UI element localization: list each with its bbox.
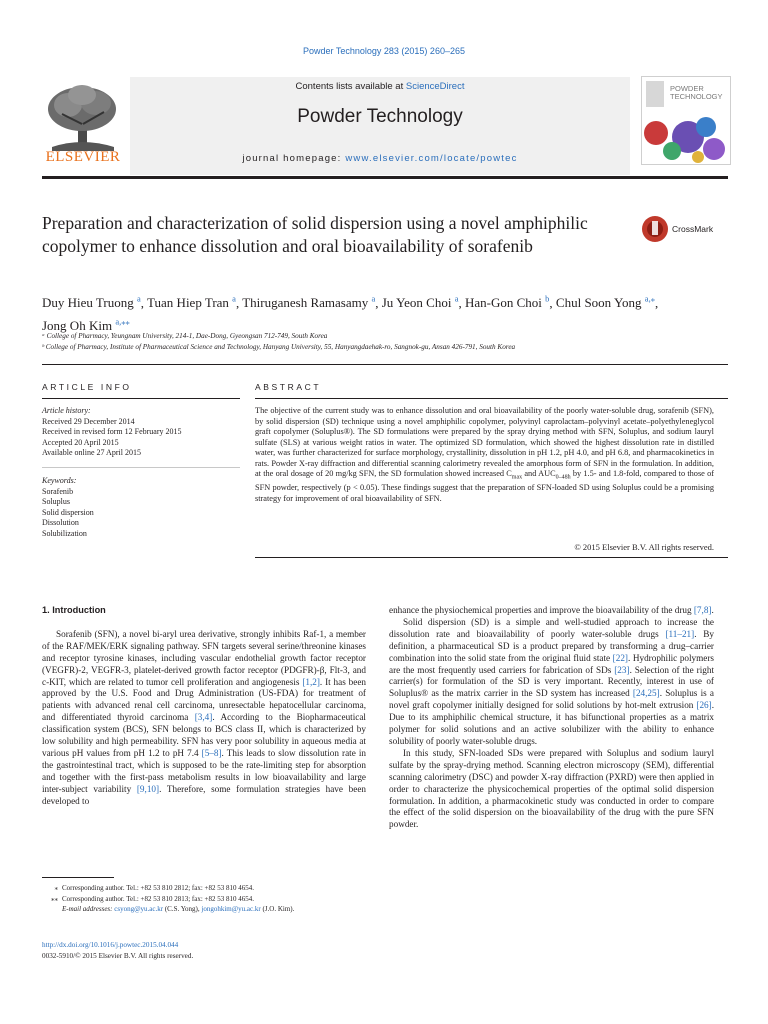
history-item: Received in revised form 12 February 2015 [42, 427, 182, 436]
paragraph: enhance the physiochemical properties and improve the bioavailability of the drug [7,8]. [389, 605, 714, 615]
affiliations [42, 331, 732, 353]
citation-link[interactable]: [26] [696, 700, 712, 711]
citation-link[interactable]: [22] [612, 652, 628, 663]
article-info-heading: ARTICLE INFO [42, 382, 132, 392]
doi-footer [42, 940, 193, 961]
cover-title: POWDER TECHNOLOGY [670, 84, 723, 101]
article-title: Preparation and characterization of solid dispersion using a novel amphiphilic copolymer to enhance dissolution and oral bioavailability of sorafenib [42, 213, 588, 256]
paragraph: Solid dispersion (SD) is a simple and well-studied approach to increase the dissolution rate and bioavailability of poorly water-soluble drugs [11–21]. By definition, a pharmaceutical SD is a product prepared by transforming a drug–carrier combination into the solid state from the original fluid state [22]. Hydrophilic polymers are the most frequently used carriers for fabrication of SDs [23]. Selection of the right carrier(s) for formulation of the SD is very important. Recently, interest in use of Soluplus® as the matrix carrier in the SD system has increased [24,25]. Soluplus is a novel graft copolymer initially designed for solid solutions by hot-melt extrusion [26]. Due to its amphiphilic chemical structure, it has bifunctional properties as a matrix polymer for solid solutions and an active solubilizer with the ability to enhance solubility of poorly water-soluble drugs. [389, 616, 715, 746]
affiliation-b: ᵇ College of Pharmacy, Institute of Pharmaceutical Science and Technology, Hanyang University, 55, Hanyangdaehak-ro, Sangnok-gu, Ansan 426-791, South Korea [42, 343, 516, 351]
author-list: Duy Hieu Truong $^a$, Tuan Hiep Tran $^a$, Thiruganesh Ramasamy $^a$, Ju Yeon Choi $^a$, Han-Gon Choi $^b$, Chul Soon Yong $^{a,⁎}$, Jong Oh Kim $^{a,⁎⁎}$ [42, 294, 659, 333]
affiliation-a: ᵃ College of Pharmacy, Yeungnam University, 214-1, Dae-Dong, Gyeongsan 712-749, South Korea [42, 332, 328, 340]
contents-line: Contents lists available at ScienceDirect [295, 81, 465, 92]
author[interactable]: Jong Oh Kim $^{a,⁎⁎}$ [42, 316, 130, 333]
article-history [42, 406, 240, 459]
email-footnote: E-mail addresses: csyong@yu.ac.kr (C.S. Yong), jongohkim@yu.ac.kr (J.O. Kim). [62, 905, 295, 913]
journal-cover-thumbnail[interactable] [641, 76, 731, 165]
elsevier-wordmark: ELSEVIER [45, 149, 121, 165]
author[interactable]: Han-Gon Choi $^b$ [465, 294, 550, 311]
paragraph: Sorafenib (SFN), a novel bi-aryl urea derivative, strongly inhibits Raf-1, a member of the RAF/MEK/ERK signaling pathway. SFN targets several serine/threonine kinases and receptor tyrosine kinases, including vascular endothelial growth factor receptor (VEGFR)-2, VEGFR-3, platelet-derived growth factor receptor (PDGFR)-β, Flt-3, and c-KIT, which are related to tumor cell proliferation and angiogenesis [1,2]. It has been approved by the U.S. Food and Drug Administration (US-FDA) for treatment of patients with advanced renal cell carcinoma, unresectable hepatocellular carcinoma, and differentiated thyroid carcinoma [3,4]. According to the Biopharmaceutical classification system (BCS), SFN belongs to BCS class II, which is characterized by low solubility and high permeability. SFN has very poor solubility in aqueous media at various pH values from pH 1.2 to pH 7.4 [5–8]. This leads to slow dissolution rate in the gastrointestinal tract, which is supposed to be the rate-limiting step for absorption and together with the first-pass metabolism results in low bioavailability and large inter-subject variability [9,10]. Therefore, some formulation strategies have been developed to [42, 628, 366, 806]
journal-citation[interactable]: Powder Technology 283 (2015) 260–265 [303, 46, 465, 56]
footnote: ⁎ Corresponding author. Tel.: +82 53 810 2812; fax: +82 53 810 4654. [54, 884, 254, 892]
abstract-rule [255, 398, 728, 399]
keyword: Dissolution [42, 518, 79, 527]
keyword: Soluplus [42, 497, 71, 506]
abstract-heading: ABSTRACT [255, 382, 322, 392]
paragraph: In this study, SFN-loaded SDs were prepared with Soluplus and sodium lauryl sulfate by the spray-drying method. Scanning electron microscopy (SEM), differential scanning calorimetry (DSC) and powder X-ray diffraction (PXRD) were then applied in order to characterize the physicochemical properties of the optimal solid dispersion formulation. In addition, a pharmacokinetic study was conducted in order to compare the effect of the solid dispersion on the bioavailability of the drug with the pure SFN powder. [389, 747, 714, 830]
keyword: Solid dispersion [42, 507, 94, 517]
citation-link[interactable]: [7,8] [693, 605, 712, 615]
crossmark-label: CrossMark [672, 224, 714, 234]
header-rule [42, 176, 728, 179]
history-item: Available online 27 April 2015 [42, 448, 141, 457]
affiliation-rule [42, 364, 728, 365]
citation-link[interactable]: [5–8] [201, 747, 222, 758]
keywords-label: Keywords: [42, 476, 77, 485]
history-item: Accepted 20 April 2015 [42, 437, 119, 447]
abstract-bottom-rule [255, 557, 728, 558]
sciencedirect-link[interactable]: ScienceDirect [405, 81, 465, 92]
author[interactable]: Tuan Hiep Tran $^a$ [147, 294, 236, 311]
body-column-left [42, 605, 366, 808]
footnote-rule [42, 877, 114, 878]
citation-link[interactable]: [11–21] [665, 628, 695, 639]
keywords-divider [42, 467, 240, 468]
citation-link[interactable]: [3,4] [194, 712, 213, 723]
author[interactable]: Thiruganesh Ramasamy $^a$ [242, 294, 376, 311]
body-column-right [389, 605, 714, 831]
citation-link[interactable]: [1,2] [302, 676, 320, 687]
keyword: Sorafenib [42, 486, 74, 496]
homepage-link[interactable]: www.elsevier.com/locate/powtec [345, 153, 518, 164]
copyright-notice: © 2015 Elsevier B.V. All rights reserved. [574, 542, 714, 552]
issn-line: 0032-5910/© 2015 Elsevier B.V. All rights reserved. [42, 951, 194, 960]
citation-link[interactable]: [23] [614, 664, 630, 675]
section-heading-introduction: 1. Introduction [42, 605, 106, 615]
email-link[interactable]: csyong@yu.ac.kr [114, 905, 164, 913]
journal-name: Powder Technology [297, 106, 463, 127]
citation-link[interactable]: [9,10] [136, 783, 160, 794]
keywords [42, 476, 240, 539]
author[interactable]: Chul Soon Yong $^{a,⁎}$ [555, 294, 655, 311]
citation-link[interactable]: [24,25] [632, 688, 660, 699]
footnotes [42, 883, 372, 915]
doi-link[interactable]: http://dx.doi.org/10.1016/j.powtec.2015.04.044 [42, 941, 179, 949]
email-link[interactable]: jongohkim@yu.ac.kr [201, 905, 261, 913]
abstract-text: The objective of the current study was to enhance dissolution and oral bioavailability of the poorly water-soluble drug, sorafenib (SFN), by solid dispersion (SD) technique using a novel amphiphilic copolymer, polyvinyl caprolactam–polyvinyl acetate–polyethyleneglycol graft copolymer (Soluplus®). The SD formulations were prepared by the spray drying method with SFN, Soluplus, and sodium lauryl sulfate (SLS) at various weight ratios in water. The optimized SD formulation, which showed the highest dissolution rate in distilled water, was further characterized for surface morphology, crystallinity, dissolution in pH 1.2, pH 4.0, and pH 6.8, and pharmacokinetics in rats. Powder X-ray diffraction and differential scanning calorimetry revealed the amorphous form of SFN in the formulation. In addition, at the oral dosage of 20 mg/kg SFN, the SD formulation showed increased $C_{max}$ and $AUC_{0-48h}$ by 1.5- and 1.8-fold, compared to those of SFN powder, respectively (p < 0.05). These findings suggest that the preparation of SFN-loaded SD using Soluplus could be a promising strategy for improvement of oral bioavailability of SFN. [255, 406, 715, 503]
article-info-rule [42, 398, 240, 399]
journal-homepage: journal homepage: www.elsevier.com/locate/powtec [242, 153, 518, 164]
history-label: Article history: [42, 406, 91, 415]
author[interactable]: Ju Yeon Choi $^a$ [381, 294, 459, 311]
author[interactable]: Duy Hieu Truong $^a$ [42, 294, 141, 311]
footnote: ⁎⁎ Corresponding author. Tel.: +82 53 810 2813; fax: +82 53 810 4654. [51, 894, 254, 903]
keyword: Solubilization [42, 528, 87, 538]
history-item: Received 29 December 2014 [42, 416, 135, 426]
